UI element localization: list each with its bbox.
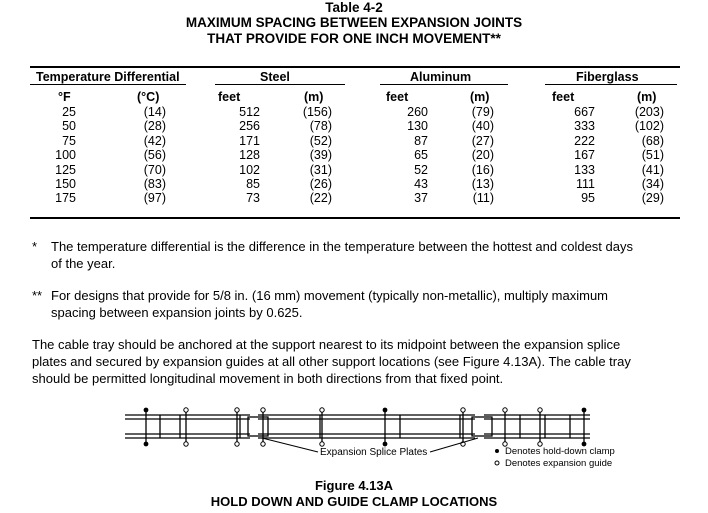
tray-section-middle	[258, 410, 475, 444]
unit-steel-feet: feet	[218, 90, 241, 104]
table-cell: 85	[246, 177, 260, 191]
table-cell: 128	[239, 148, 260, 163]
table-cell: (28)	[143, 119, 166, 134]
expansion-guide-marker	[320, 442, 324, 446]
expansion-guide-marker	[503, 408, 507, 412]
hold-down-clamp-marker	[144, 442, 149, 447]
table-cell: 171	[239, 133, 260, 148]
expansion-guide-marker	[261, 442, 265, 446]
table-cell: (13)	[471, 177, 494, 191]
table-cell: 65	[414, 148, 428, 163]
legend-hold-down-symbol	[495, 449, 499, 453]
note1-line2: of the year.	[51, 256, 116, 271]
table-cell: (41)	[641, 162, 664, 177]
table-cell: (14)	[143, 105, 166, 119]
figure-title: HOLD DOWN AND GUIDE CLAMP LOCATIONS	[210, 494, 498, 509]
unit-f: °F	[58, 90, 71, 104]
table-cell: 667	[574, 105, 595, 119]
table-title-line2: THAT PROVIDE FOR ONE INCH MOVEMENT**	[207, 31, 501, 46]
table-cell: 75	[62, 133, 76, 148]
header-underline-steel	[215, 84, 345, 85]
table-bottom-rule	[30, 217, 680, 219]
table-cell: (42)	[143, 133, 166, 148]
table-cell: (52)	[309, 133, 332, 148]
splice-leader-right	[430, 438, 478, 452]
table-cell: (102)	[634, 119, 664, 134]
table-cell: (51)	[641, 148, 664, 163]
table-cell: 100	[55, 148, 76, 163]
table-cell: (79)	[471, 105, 494, 119]
expansion-guide-marker	[235, 442, 239, 446]
note2-line2: spacing between expansion joints by 0.625.	[51, 305, 303, 320]
table-cell: 222	[574, 133, 595, 148]
expansion-guide-marker	[538, 408, 542, 412]
table-cell: 50	[62, 119, 76, 134]
table-cell: 150	[55, 177, 76, 191]
note1-marker: *	[32, 239, 38, 254]
expansion-guide-marker	[261, 408, 265, 412]
expansion-guide-marker	[461, 408, 465, 412]
splice-plates-label: Expansion Splice Plates	[320, 447, 428, 458]
table-cell: 37	[414, 191, 428, 206]
figure-number: Figure 4.13A	[314, 478, 394, 493]
unit-aluminum-feet: feet	[386, 90, 409, 104]
table-cell: 102	[239, 162, 260, 177]
unit-aluminum-m: (m)	[470, 90, 490, 104]
table-cell: (27)	[471, 133, 494, 148]
expansion-guide-marker	[184, 408, 188, 412]
tray-section-left	[125, 410, 250, 444]
table-cell: 333	[574, 119, 595, 134]
unit-fiberglass-m: (m)	[637, 90, 657, 104]
note1-line1: The temperature differential is the difference in the temperature between the hottest and coldest days	[51, 239, 633, 254]
splice-leader-left	[262, 438, 318, 452]
header-aluminum: Aluminum	[410, 70, 472, 84]
legend-guide-symbol	[495, 461, 499, 465]
table-cell: 167	[574, 148, 595, 163]
table-cell: 175	[55, 191, 76, 206]
header-steel: Steel	[260, 70, 290, 84]
paragraph-line1: The cable tray should be anchored at the support nearest to its midpoint between the expansion splice	[32, 337, 621, 352]
table-cell: (83)	[143, 177, 166, 191]
table-cell: 95	[581, 191, 595, 206]
note2-line1: For designs that provide for 5/8 in. (16 mm) movement (typically non-metallic), multiply maximum	[51, 288, 609, 303]
unit-c: (°C)	[137, 90, 160, 104]
table-cell: (34)	[641, 177, 664, 191]
legend-hold-down-text: Denotes hold-down clamp	[505, 446, 615, 457]
header-underline-aluminum	[380, 84, 508, 85]
table-cell: (20)	[471, 148, 494, 163]
hold-down-clamp-marker	[383, 408, 388, 413]
table-cell: (16)	[471, 162, 494, 177]
hold-down-clamp-marker	[383, 442, 388, 447]
table-number: Table 4-2	[325, 0, 383, 15]
table-cell: (39)	[309, 148, 332, 163]
table-cell: (70)	[143, 162, 166, 177]
table-cell: 130	[407, 119, 428, 134]
table-cell: (11)	[472, 191, 494, 206]
table-cell: 260	[407, 105, 428, 119]
unit-steel-m: (m)	[304, 90, 324, 104]
table-top-rule	[30, 66, 680, 68]
table-cell: 87	[414, 133, 428, 148]
paragraph-line2: plates and secured by expansion guides at all other support locations (see Figure 4.13A). The cable tray	[32, 354, 631, 369]
header-underline-fiberglass	[545, 84, 677, 85]
table-cell: (78)	[309, 119, 332, 134]
table-cell: 256	[239, 119, 260, 134]
table-cell: 52	[414, 162, 428, 177]
table-cell: (203)	[634, 105, 664, 119]
table-cell: 133	[574, 162, 595, 177]
table-cell: 512	[239, 105, 260, 119]
table-cell: 73	[246, 191, 260, 206]
table-cell: (97)	[143, 191, 166, 206]
header-fiberglass: Fiberglass	[576, 70, 639, 84]
table-cell: (56)	[143, 148, 166, 163]
table-cell: (29)	[641, 191, 664, 206]
header-temperature-differential: Temperature Differential	[36, 70, 180, 84]
header-underline-temp	[30, 84, 186, 85]
legend-guide-text: Denotes expansion guide	[505, 458, 613, 469]
hold-down-clamp-marker	[144, 408, 149, 413]
expansion-splice-plate-2	[472, 417, 492, 436]
table-cell: (68)	[641, 133, 664, 148]
paragraph-line3: should be permitted longitudinal movement in both directions from that fixed point.	[32, 371, 504, 386]
table-title-line1: MAXIMUM SPACING BETWEEN EXPANSION JOINTS	[185, 15, 523, 30]
table-cell: 125	[55, 162, 76, 177]
note2-marker: **	[32, 288, 43, 303]
table-cell: (156)	[302, 105, 332, 119]
tray-section-right	[484, 410, 590, 444]
expansion-guide-marker	[184, 442, 188, 446]
table-cell: (22)	[309, 191, 332, 206]
table-cell: (26)	[309, 177, 332, 191]
hold-down-clamp-marker	[582, 408, 587, 413]
table-cell: 43	[414, 177, 428, 191]
expansion-guide-marker	[320, 408, 324, 412]
table-cell: 25	[62, 105, 76, 119]
expansion-guide-marker	[235, 408, 239, 412]
table-cell: 111	[575, 177, 595, 191]
table-cell: (31)	[309, 162, 332, 177]
table-cell: (40)	[471, 119, 494, 134]
expansion-splice-plate-1	[248, 417, 268, 436]
unit-fiberglass-feet: feet	[552, 90, 575, 104]
